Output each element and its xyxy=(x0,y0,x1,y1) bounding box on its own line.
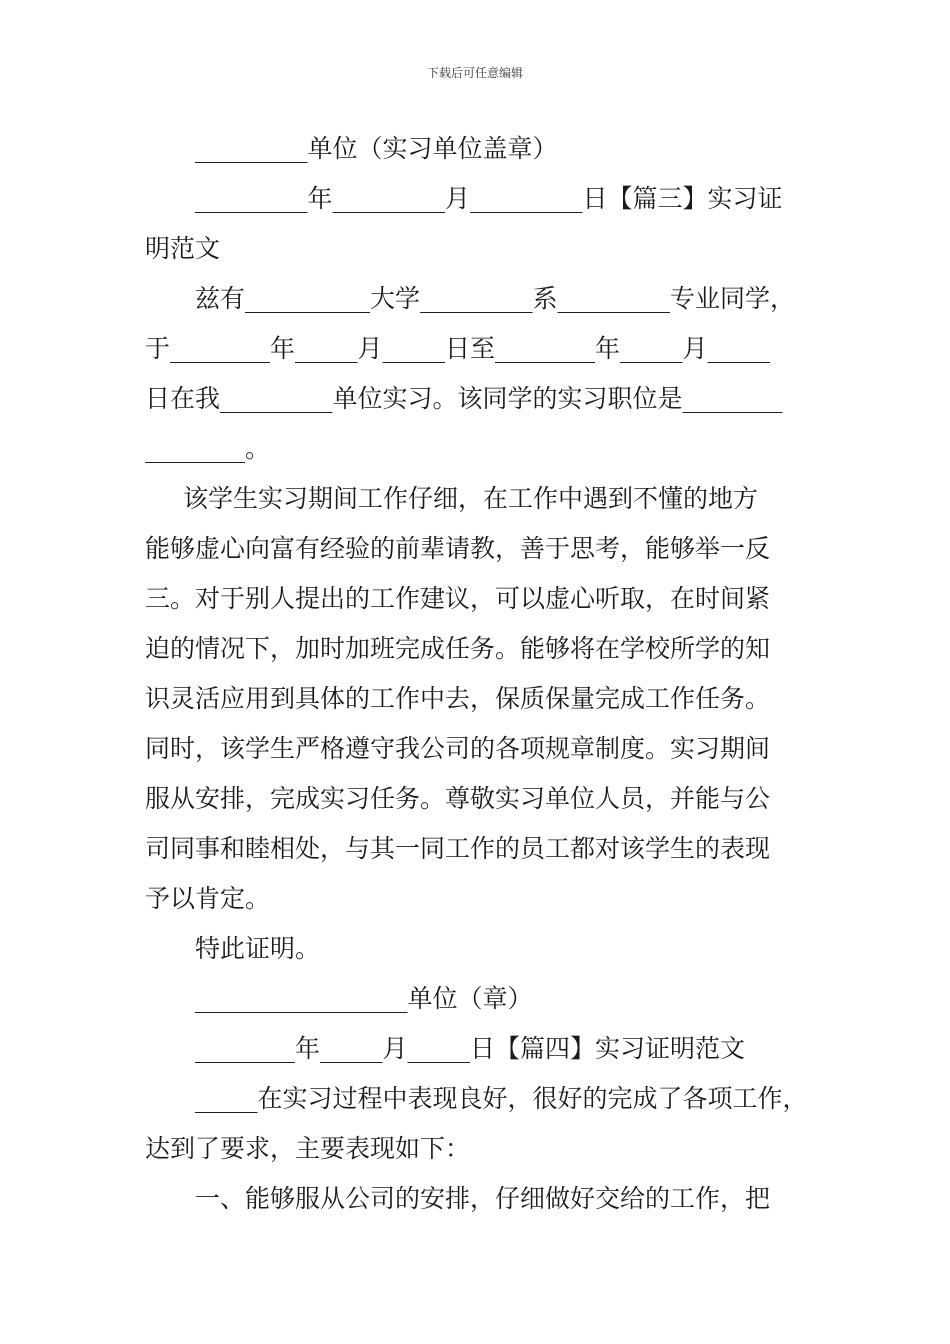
unit-seal-line: _________单位（实习单位盖章） xyxy=(195,134,558,163)
paragraph-line: 司同事和睦相处，与其一同工作的员工都对该学生的表现 xyxy=(145,834,771,863)
date-line-section-three-title: _________年_________月_________日【篇三】实习证 xyxy=(195,184,783,213)
paragraph-line: _____在实习过程中表现良好，很好的完成了各项工作， xyxy=(195,1084,808,1113)
paragraph-line: 同时，该学生严格遵守我公司的各项规章制度。实习期间 xyxy=(145,734,771,763)
paragraph-line: 该学生实习期间工作仔细，在工作中遇到不懂的地方 xyxy=(183,484,759,513)
paragraph-line: 一、能够服从公司的安排，仔细做好交给的工作，把 xyxy=(195,1184,771,1213)
unit-stamp-line: _________________单位（章） xyxy=(195,984,533,1013)
paragraph-line: 迫的情况下，加时加班完成任务。能够将在学校所学的知 xyxy=(145,634,771,663)
certification-line: 特此证明。 xyxy=(195,934,321,963)
paragraph-line: 达到了要求，主要表现如下： xyxy=(145,1134,471,1163)
paragraph-line: 于________年_____月_____日至________年_____月_____ xyxy=(145,334,771,363)
paragraph-line: 兹有__________大学_________系_________专业同学， xyxy=(195,284,796,313)
paragraph-line: ________。 xyxy=(145,434,271,463)
header-note: 下载后可任意编辑 xyxy=(426,66,523,80)
paragraph-line: 予以肯定。 xyxy=(145,884,271,913)
section-three-title-continued: 明范文 xyxy=(145,234,221,263)
paragraph-line: 服从安排，完成实习任务。尊敬实习单位人员，并能与公 xyxy=(145,784,771,813)
document-body xyxy=(145,124,810,1224)
paragraph-line: 识灵活应用到具体的工作中去，保质保量完成工作任务。 xyxy=(145,684,771,713)
paragraph-line: 日在我_________单位实习。该同学的实习职位是________ xyxy=(145,384,783,413)
date-line-section-four-title: ________年_____月_____日【篇四】实习证明范文 xyxy=(195,1034,746,1063)
paragraph-line: 三。对于别人提出的工作建议，可以虚心听取，在时间紧 xyxy=(145,584,771,613)
paragraph-line: 能够虚心向富有经验的前辈请教，善于思考，能够举一反 xyxy=(145,534,771,563)
